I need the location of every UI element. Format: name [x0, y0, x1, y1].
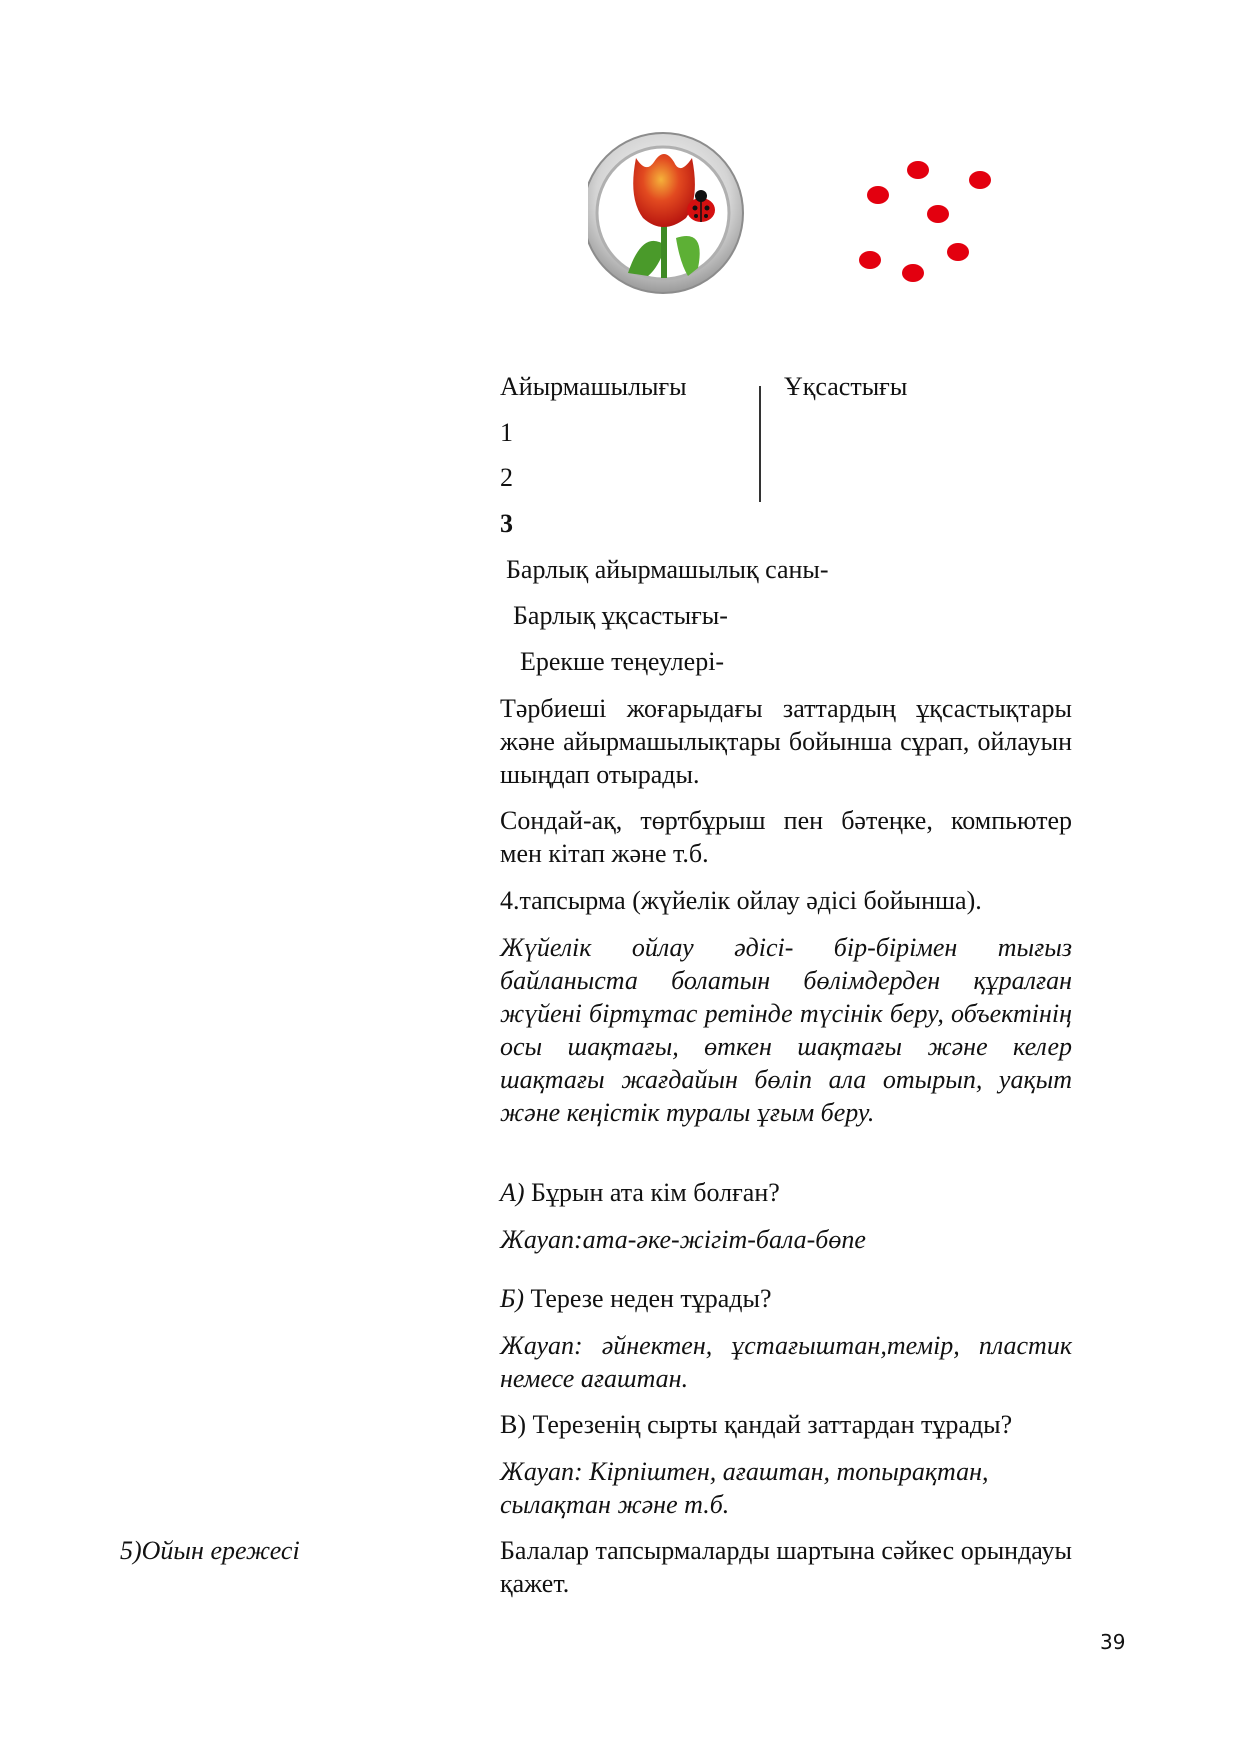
- systems-thinking-definition: Жүйелік ойлау әдісі- бір-бірімен тығыз байланыста болатын бөлімдерден құралған жүйені біртұтас ретінде түсінік беру, объектінің осы шақтағы, өткен шақтағы және келер шақтағы жағдайын бөліп ала отырып, уақыт және кеңістік туралы ұғым беру.: [500, 933, 1072, 1127]
- similarities-header: Ұқсастығы: [784, 372, 908, 401]
- question-c: В) Терезенің сырты қандай заттардан тұрады?: [500, 1410, 1013, 1439]
- game-rule-label: 5)Ойын ережесі: [120, 1536, 300, 1565]
- table-row-number: 1: [500, 418, 513, 447]
- table-row-number: 3: [500, 509, 513, 538]
- tulip-and-dots-illustration: [588, 118, 1038, 318]
- page-number: 39: [1100, 1630, 1126, 1654]
- teacher-paragraph: Тәрбиеші жоғарыдағы заттардың ұқсастықтары және айырмашылықтары бойынша сұрап, ойлауын шыңдап отырады.: [500, 694, 1072, 789]
- question-a-text: Бұрын ата кім болған?: [524, 1178, 780, 1207]
- answer-a: Жауап:ата-әке-жігіт-бала-бөпе: [500, 1225, 866, 1254]
- question-b-text: Терезе неден тұрады?: [524, 1284, 772, 1313]
- summary-differences-count: Барлық айырмашылық саны-: [506, 555, 829, 584]
- answer-c: Жауап: Кірпіштен, ағаштан, топырақтан, сылақтан және т.б.: [500, 1457, 989, 1519]
- question-b-marker: Б): [500, 1284, 524, 1313]
- table-divider: [759, 386, 761, 502]
- red-dots: [859, 161, 991, 282]
- examples-paragraph: Сондай-ақ, төртбұрыш пен бәтеңке, компьютер мен кітап және т.б.: [500, 806, 1072, 868]
- table-row-number: 2: [500, 463, 513, 492]
- game-rule-text: Балалар тапсырмаларды шартына сәйкес орындауы қажет.: [500, 1536, 1072, 1598]
- differences-header: Айырмашылығы: [500, 372, 687, 401]
- question-a: [500, 1176, 1072, 1209]
- summary-similarities: Барлық ұқсастығы-: [513, 601, 728, 630]
- question-b: [500, 1282, 1072, 1315]
- answer-b: Жауап: әйнектен, ұстағыштан,темір, пластик немесе ағаштан.: [500, 1331, 1072, 1393]
- task-4-heading: 4.тапсырма (жүйелік ойлау әдісі бойынша).: [500, 886, 982, 915]
- tulip-medallion: [588, 133, 743, 293]
- summary-special-comparisons: Ерекше теңеулері-: [520, 647, 725, 676]
- question-a-marker: А): [500, 1178, 525, 1207]
